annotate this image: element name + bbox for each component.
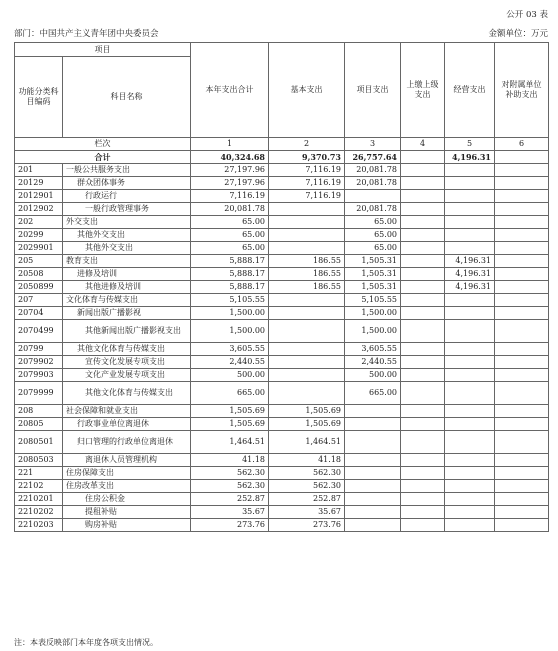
value-cell: 65.00 bbox=[345, 229, 401, 242]
value-cell bbox=[445, 480, 495, 493]
value-cell: 665.00 bbox=[345, 382, 401, 405]
value-cell: 186.55 bbox=[269, 268, 345, 281]
value-cell: 1,505.69 bbox=[269, 418, 345, 431]
value-cell bbox=[269, 307, 345, 320]
name-cell: 购房补贴 bbox=[63, 519, 191, 532]
value-cell bbox=[345, 506, 401, 519]
name-cell: 文化体育与传媒支出 bbox=[63, 294, 191, 307]
value-cell bbox=[495, 343, 549, 356]
code-cell: 20805 bbox=[15, 418, 63, 431]
name-cell: 宣传文化发展专项支出 bbox=[63, 356, 191, 369]
value-cell bbox=[401, 268, 445, 281]
value-cell bbox=[495, 382, 549, 405]
value-cell bbox=[495, 506, 549, 519]
value-cell bbox=[495, 242, 549, 255]
value-cell: 7,116.19 bbox=[269, 177, 345, 190]
value-cell bbox=[445, 190, 495, 203]
value-cell: 35.67 bbox=[269, 506, 345, 519]
name-cell: 其他外交支出 bbox=[63, 229, 191, 242]
value-cell: 65.00 bbox=[191, 242, 269, 255]
value-cell bbox=[401, 467, 445, 480]
seq-cell: 6 bbox=[495, 138, 549, 151]
table-row bbox=[15, 454, 549, 467]
value-cell: 1,505.31 bbox=[345, 255, 401, 268]
value-cell bbox=[445, 320, 495, 343]
code-cell: 221 bbox=[15, 467, 63, 480]
value-cell bbox=[345, 431, 401, 454]
value-cell: 5,105.55 bbox=[191, 294, 269, 307]
value-cell bbox=[401, 307, 445, 320]
name-cell: 一般公共服务支出 bbox=[63, 164, 191, 177]
value-cell bbox=[269, 382, 345, 405]
col-business-header: 经营支出 bbox=[445, 43, 495, 138]
code-col-header: 功能分类科目编码 bbox=[15, 57, 63, 138]
value-cell: 27,197.96 bbox=[191, 164, 269, 177]
value-cell: 5,888.17 bbox=[191, 255, 269, 268]
name-cell: 离退休人员管理机构 bbox=[63, 454, 191, 467]
value-cell: 1,505.69 bbox=[269, 405, 345, 418]
value-cell: 562.30 bbox=[191, 467, 269, 480]
code-cell: 20129 bbox=[15, 177, 63, 190]
project-header: 项目 bbox=[15, 43, 191, 57]
value-cell bbox=[445, 405, 495, 418]
value-cell: 186.55 bbox=[269, 255, 345, 268]
col-total-header: 本年支出合计 bbox=[191, 43, 269, 138]
value-cell bbox=[345, 405, 401, 418]
name-cell: 其他进修及培训 bbox=[63, 281, 191, 294]
value-cell bbox=[445, 356, 495, 369]
value-cell bbox=[401, 480, 445, 493]
value-cell: 1,464.51 bbox=[191, 431, 269, 454]
code-cell: 20299 bbox=[15, 229, 63, 242]
value-cell bbox=[495, 281, 549, 294]
value-cell: 1,505.69 bbox=[191, 405, 269, 418]
value-cell: 273.76 bbox=[269, 519, 345, 532]
name-cell: 新闻出版广播影视 bbox=[63, 307, 191, 320]
table-row bbox=[15, 493, 549, 506]
table-row bbox=[15, 190, 549, 203]
code-cell: 20799 bbox=[15, 343, 63, 356]
table-row bbox=[15, 255, 549, 268]
value-cell bbox=[495, 356, 549, 369]
total-cell: 9,370.73 bbox=[269, 151, 345, 164]
value-cell bbox=[401, 229, 445, 242]
value-cell: 500.00 bbox=[191, 369, 269, 382]
value-cell bbox=[495, 369, 549, 382]
value-cell bbox=[269, 320, 345, 343]
table-row bbox=[15, 242, 549, 255]
value-cell: 1,464.51 bbox=[269, 431, 345, 454]
value-cell bbox=[495, 431, 549, 454]
value-cell bbox=[401, 281, 445, 294]
unit-label: 金额单位：万元 bbox=[488, 29, 548, 39]
code-cell: 2080501 bbox=[15, 431, 63, 454]
value-cell bbox=[445, 418, 495, 431]
value-cell: 1,500.00 bbox=[191, 307, 269, 320]
table-row bbox=[15, 294, 549, 307]
value-cell bbox=[445, 506, 495, 519]
table-row bbox=[15, 343, 549, 356]
value-cell bbox=[345, 454, 401, 467]
name-cell: 社会保障和就业支出 bbox=[63, 405, 191, 418]
code-cell: 2012902 bbox=[15, 203, 63, 216]
code-cell: 207 bbox=[15, 294, 63, 307]
value-cell: 5,888.17 bbox=[191, 268, 269, 281]
value-cell bbox=[401, 405, 445, 418]
value-cell bbox=[401, 431, 445, 454]
footnote: 注：本表反映部门本年度各项支出情况。 bbox=[14, 638, 158, 647]
value-cell: 665.00 bbox=[191, 382, 269, 405]
value-cell: 252.87 bbox=[269, 493, 345, 506]
table-code: 公开 03 表 bbox=[506, 10, 548, 20]
value-cell: 65.00 bbox=[191, 216, 269, 229]
total-cell: 4,196.31 bbox=[445, 151, 495, 164]
table-row bbox=[15, 519, 549, 532]
name-cell: 外交支出 bbox=[63, 216, 191, 229]
value-cell: 2,440.55 bbox=[191, 356, 269, 369]
col-project-header: 项目支出 bbox=[345, 43, 401, 138]
table-row bbox=[15, 405, 549, 418]
value-cell: 5,888.17 bbox=[191, 281, 269, 294]
total-cell: 40,324.68 bbox=[191, 151, 269, 164]
value-cell bbox=[445, 177, 495, 190]
value-cell bbox=[269, 229, 345, 242]
name-cell: 住房保障支出 bbox=[63, 467, 191, 480]
name-cell: 进修及培训 bbox=[63, 268, 191, 281]
value-cell bbox=[495, 190, 549, 203]
code-cell: 208 bbox=[15, 405, 63, 418]
name-cell: 一般行政管理事务 bbox=[63, 203, 191, 216]
value-cell bbox=[401, 519, 445, 532]
code-cell: 2210201 bbox=[15, 493, 63, 506]
value-cell: 65.00 bbox=[191, 229, 269, 242]
department-label: 部门：中国共产主义青年团中央委员会 bbox=[14, 29, 159, 39]
col-subsidy-header: 对附属单位补助支出 bbox=[495, 43, 549, 138]
name-cell: 其他文化体育与传媒支出 bbox=[63, 343, 191, 356]
value-cell: 35.67 bbox=[191, 506, 269, 519]
value-cell bbox=[445, 343, 495, 356]
name-cell: 行政运行 bbox=[63, 190, 191, 203]
code-cell: 2080503 bbox=[15, 454, 63, 467]
value-cell bbox=[445, 467, 495, 480]
value-cell bbox=[445, 369, 495, 382]
value-cell: 3,605.55 bbox=[191, 343, 269, 356]
value-cell bbox=[445, 203, 495, 216]
value-cell: 20,081.78 bbox=[345, 203, 401, 216]
value-cell: 65.00 bbox=[345, 216, 401, 229]
name-cell: 文化产业发展专项支出 bbox=[63, 369, 191, 382]
value-cell: 500.00 bbox=[345, 369, 401, 382]
value-cell bbox=[401, 356, 445, 369]
table-row bbox=[15, 431, 549, 454]
value-cell bbox=[401, 255, 445, 268]
value-cell bbox=[445, 229, 495, 242]
table-row bbox=[15, 356, 549, 369]
value-cell bbox=[495, 216, 549, 229]
expenditure-table bbox=[14, 42, 549, 532]
value-cell bbox=[401, 164, 445, 177]
value-cell: 27,197.96 bbox=[191, 177, 269, 190]
name-cell: 教育支出 bbox=[63, 255, 191, 268]
value-cell: 4,196.31 bbox=[445, 281, 495, 294]
code-cell: 20508 bbox=[15, 268, 63, 281]
table-row bbox=[15, 307, 549, 320]
value-cell: 20,081.78 bbox=[191, 203, 269, 216]
seq-cell: 4 bbox=[401, 138, 445, 151]
value-cell bbox=[401, 320, 445, 343]
value-cell bbox=[445, 493, 495, 506]
value-cell bbox=[401, 493, 445, 506]
value-cell: 252.87 bbox=[191, 493, 269, 506]
value-cell bbox=[445, 431, 495, 454]
seq-cell: 2 bbox=[269, 138, 345, 151]
value-cell bbox=[345, 467, 401, 480]
value-cell: 4,196.31 bbox=[445, 268, 495, 281]
code-cell: 2210202 bbox=[15, 506, 63, 519]
value-cell bbox=[269, 294, 345, 307]
total-cell bbox=[495, 151, 549, 164]
table-row bbox=[15, 320, 549, 343]
value-cell bbox=[401, 454, 445, 467]
value-cell: 1,500.00 bbox=[345, 307, 401, 320]
name-cell: 住房公积金 bbox=[63, 493, 191, 506]
name-cell: 其他外交支出 bbox=[63, 242, 191, 255]
table-row bbox=[15, 382, 549, 405]
value-cell bbox=[495, 268, 549, 281]
value-cell: 5,105.55 bbox=[345, 294, 401, 307]
code-cell: 2012901 bbox=[15, 190, 63, 203]
value-cell bbox=[401, 294, 445, 307]
value-cell bbox=[445, 382, 495, 405]
value-cell: 41.18 bbox=[191, 454, 269, 467]
table-row bbox=[15, 480, 549, 493]
value-cell: 562.30 bbox=[191, 480, 269, 493]
value-cell bbox=[401, 369, 445, 382]
value-cell bbox=[401, 382, 445, 405]
value-cell: 7,116.19 bbox=[269, 190, 345, 203]
value-cell bbox=[495, 454, 549, 467]
value-cell bbox=[495, 320, 549, 343]
value-cell bbox=[401, 242, 445, 255]
name-cell: 其他新闻出版广播影视支出 bbox=[63, 320, 191, 343]
value-cell: 41.18 bbox=[269, 454, 345, 467]
code-cell: 20704 bbox=[15, 307, 63, 320]
value-cell: 7,116.19 bbox=[269, 164, 345, 177]
name-cell: 行政事业单位离退休 bbox=[63, 418, 191, 431]
value-cell: 65.00 bbox=[345, 242, 401, 255]
name-cell: 住房改革支出 bbox=[63, 480, 191, 493]
value-cell bbox=[345, 493, 401, 506]
code-cell: 2050899 bbox=[15, 281, 63, 294]
value-cell bbox=[495, 467, 549, 480]
value-cell bbox=[401, 343, 445, 356]
value-cell: 7,116.19 bbox=[191, 190, 269, 203]
value-cell bbox=[495, 255, 549, 268]
table-row bbox=[15, 369, 549, 382]
table-row bbox=[15, 203, 549, 216]
code-cell: 2070499 bbox=[15, 320, 63, 343]
code-cell: 2079999 bbox=[15, 382, 63, 405]
table-row bbox=[15, 177, 549, 190]
table-row bbox=[15, 281, 549, 294]
value-cell: 1,505.31 bbox=[345, 268, 401, 281]
value-cell bbox=[401, 216, 445, 229]
name-col-header: 科目名称 bbox=[63, 57, 191, 138]
value-cell: 4,196.31 bbox=[445, 255, 495, 268]
value-cell bbox=[495, 294, 549, 307]
table-row bbox=[15, 467, 549, 480]
value-cell bbox=[401, 190, 445, 203]
value-cell: 1,505.31 bbox=[345, 281, 401, 294]
code-cell: 201 bbox=[15, 164, 63, 177]
value-cell bbox=[269, 242, 345, 255]
table-row bbox=[15, 418, 549, 431]
value-cell bbox=[445, 519, 495, 532]
value-cell bbox=[269, 216, 345, 229]
value-cell bbox=[345, 418, 401, 431]
value-cell bbox=[345, 480, 401, 493]
value-cell: 562.30 bbox=[269, 467, 345, 480]
value-cell bbox=[401, 506, 445, 519]
value-cell: 273.76 bbox=[191, 519, 269, 532]
value-cell bbox=[401, 203, 445, 216]
code-cell: 22102 bbox=[15, 480, 63, 493]
table-row bbox=[15, 229, 549, 242]
code-cell: 202 bbox=[15, 216, 63, 229]
value-cell bbox=[401, 177, 445, 190]
seq-cell: 3 bbox=[345, 138, 401, 151]
value-cell: 3,605.55 bbox=[345, 343, 401, 356]
code-cell: 2029901 bbox=[15, 242, 63, 255]
value-cell: 2,440.55 bbox=[345, 356, 401, 369]
code-cell: 2210203 bbox=[15, 519, 63, 532]
value-cell bbox=[495, 480, 549, 493]
total-label: 合计 bbox=[15, 151, 191, 164]
value-cell: 20,081.78 bbox=[345, 164, 401, 177]
value-cell bbox=[401, 418, 445, 431]
name-cell: 群众团体事务 bbox=[63, 177, 191, 190]
value-cell: 1,505.69 bbox=[191, 418, 269, 431]
value-cell bbox=[495, 229, 549, 242]
value-cell: 20,081.78 bbox=[345, 177, 401, 190]
value-cell: 562.30 bbox=[269, 480, 345, 493]
value-cell bbox=[445, 164, 495, 177]
name-cell: 其他文化体育与传媒支出 bbox=[63, 382, 191, 405]
total-cell bbox=[401, 151, 445, 164]
code-cell: 2079902 bbox=[15, 356, 63, 369]
value-cell bbox=[445, 294, 495, 307]
code-cell: 2079903 bbox=[15, 369, 63, 382]
value-cell bbox=[269, 343, 345, 356]
seq-cell: 1 bbox=[191, 138, 269, 151]
value-cell bbox=[445, 242, 495, 255]
value-cell bbox=[495, 519, 549, 532]
value-cell bbox=[495, 418, 549, 431]
name-cell: 提租补贴 bbox=[63, 506, 191, 519]
seq-cell: 5 bbox=[445, 138, 495, 151]
value-cell bbox=[445, 307, 495, 320]
code-cell: 205 bbox=[15, 255, 63, 268]
value-cell bbox=[269, 203, 345, 216]
value-cell bbox=[495, 307, 549, 320]
value-cell bbox=[495, 177, 549, 190]
table-row bbox=[15, 268, 549, 281]
total-cell: 26,757.64 bbox=[345, 151, 401, 164]
table-row bbox=[15, 164, 549, 177]
value-cell bbox=[269, 356, 345, 369]
value-cell bbox=[495, 164, 549, 177]
table-row bbox=[15, 216, 549, 229]
value-cell bbox=[495, 493, 549, 506]
value-cell bbox=[445, 216, 495, 229]
value-cell: 1,500.00 bbox=[345, 320, 401, 343]
col-upper-header: 上缴上级支出 bbox=[401, 43, 445, 138]
seq-label: 栏次 bbox=[15, 138, 191, 151]
value-cell bbox=[269, 369, 345, 382]
value-cell bbox=[345, 190, 401, 203]
value-cell bbox=[445, 454, 495, 467]
table-row bbox=[15, 506, 549, 519]
value-cell bbox=[495, 203, 549, 216]
value-cell bbox=[345, 519, 401, 532]
name-cell: 归口管理的行政单位离退休 bbox=[63, 431, 191, 454]
value-cell bbox=[495, 405, 549, 418]
value-cell: 1,500.00 bbox=[191, 320, 269, 343]
col-basic-header: 基本支出 bbox=[269, 43, 345, 138]
value-cell: 186.55 bbox=[269, 281, 345, 294]
